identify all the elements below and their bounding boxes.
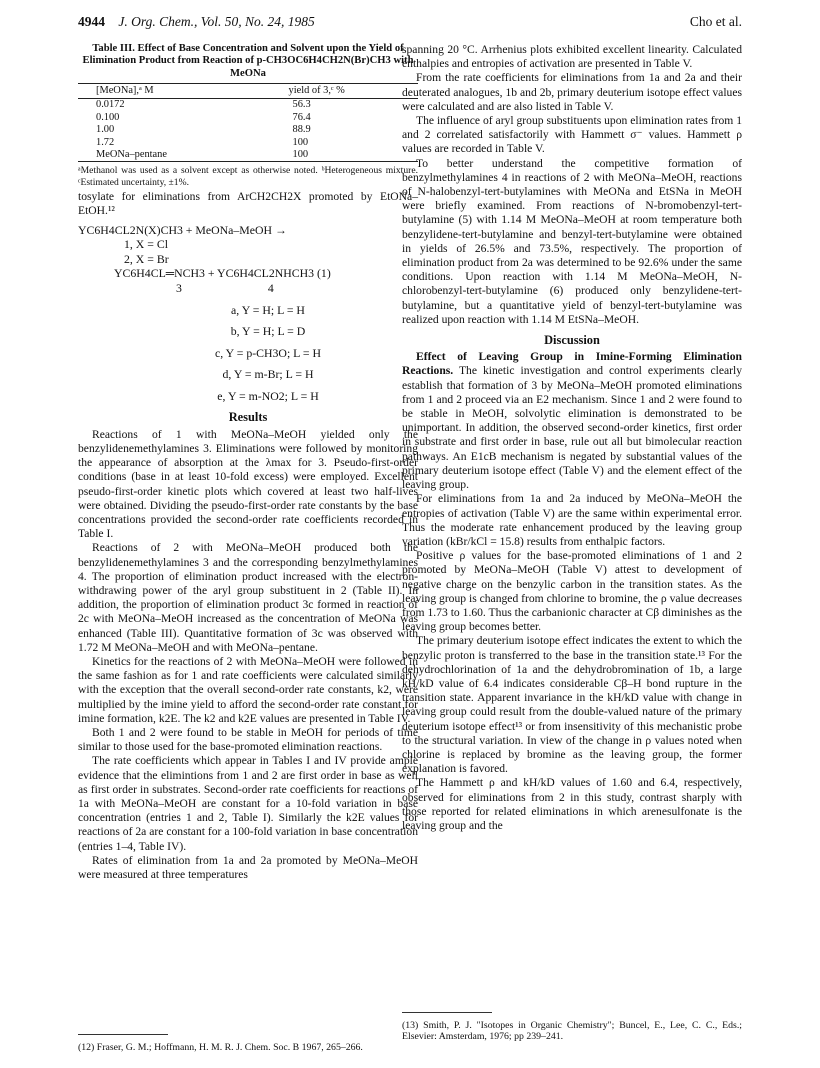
body-paragraph: Reactions of 2 with MeONa–MeOH produced both the benzylidenemethylamines 3 and the corresponding benzylmethylamines 4. The proportion of elimination product increased with the electron-withdrawing power of the aryl group substituent in 2 (Table II). In addition, the proportion of elimination product 3c formed in reaction of 2c with MeONa–MeOH increased as the concentration of MeONa was enhanced (Table III). Quantitative formation of 3c was observed with 1.72 M MeONa–MeOH and with MeONa–pentane. bbox=[78, 541, 418, 654]
table-3-header-conc: [MeONa],ᵃ M bbox=[78, 83, 219, 98]
table-row bbox=[78, 137, 418, 149]
running-header bbox=[78, 14, 742, 32]
footnote-13: (13) Smith, P. J. "Isotopes in Organic Chemistry"; Buncel, E., Lee, C. C., Eds.; Elsevier: Amsterdam, 1976; pp 239–241. bbox=[402, 1012, 742, 1043]
scheme-variant: a, Y = H; L = H bbox=[231, 302, 305, 317]
scheme-compound-1: 1, X = Cl bbox=[124, 237, 169, 252]
scheme-variant: c, Y = p-CH3O; L = H bbox=[214, 345, 322, 360]
body-paragraph: The rate coefficients which appear in Tables I and IV provide ample evidence that the elimintions from 1 and 2 are first order in base as well as first order in substrates. Second-order rate coefficients for reactions of 1a with MeONa–MeOH are constant for a 10-fold variation in base concentration (entries 1 and 2, Table I). Similarly the k2E values for reactions of 2a are constant for a 100-fold variation in base concentration (entries 1–4, Table IV). bbox=[78, 754, 418, 853]
discussion-heading: Discussion bbox=[544, 333, 600, 348]
body-paragraph: Rates of elimination from 1a and 2a promoted by MeONa–MeOH were measured at three temperatures bbox=[78, 853, 418, 881]
table-cell: 100 bbox=[292, 136, 309, 148]
scheme-variant: b, Y = H; L = D bbox=[230, 324, 306, 339]
scheme-number-4: 4 bbox=[267, 280, 274, 295]
body-paragraph: To better understand the competitive formation of benzylmethylamines 4 in reactions of 2 with MeONa–MeOH, reactions of N-halobenzyl-tert-butylamines with MeONa and EtSNa in MeOH were briefly examined. From reactions of N-bromobenzyl-tert-butylamine (5) with 1.14 M MeONa–MeOH at room temperature both benzylidene-tert-butylamine and benzyl-tert-butylamine were obtained in yields of 26.5% and 73.5%, respectively. The proportion of elimination product from 2a was determined to be 92.6% under the same conditions. Upon reaction with 1.14 M MeONa–MeOH, N-chlorobenzyl-tert-butylamine (6) produced only benzylidene-tert-butylamine, but a quantitative yield of benzyl-tert-butylamine was realized upon reaction with 1.14 M EtSNa–MeOH. bbox=[402, 156, 742, 326]
body-paragraph: The Hammett ρ and kH/kD values of 1.60 and 6.4, respectively, observed for eliminations from 2 in this study, contrast sharply with those reported for related eliminations in which arenesulfonate is the leaving group and the bbox=[402, 776, 742, 832]
table-row bbox=[78, 149, 418, 162]
table-cell: 1.72 bbox=[96, 136, 115, 148]
body-paragraph: spanning 20 °C. Arrhenius plots exhibited excellent linearity. Calculated enthalpies and entropies of activation are presented in Table V. bbox=[402, 43, 742, 71]
journal-citation: J. Org. Chem., Vol. 50, No. 24, 1985 bbox=[118, 14, 315, 29]
table-cell: 100 bbox=[219, 149, 419, 162]
table-row bbox=[78, 124, 418, 136]
discussion-text: The kinetic investigation and control experiments clearly establish that formation of 3 by MeONa–MeOH promoted eliminations from 1 and 2 proceed via an E2 mechanism. Since 1 and 2 were found to be stable in MeOH, solvolytic elimination is demonstrated to be unimportant. In addition, the observed second-order kinetics, first order in substrate and first order in base, rule out all but bimolecular reaction pathways. An E1cB mechanism is negated by substantial values of the primary deuterium isotope effect (Table V) and the element effect of the leaving group. bbox=[402, 364, 742, 492]
scheme-compound-2: 2, X = Br bbox=[124, 251, 169, 266]
body-paragraph: Positive ρ values for the base-promoted eliminations of 1 and 2 promoted by MeONa–MeOH (Table V) attest to development of negative charge on the benzylic carbon in the transition states. As the leaving group is changed from chlorine to bromine, the ρ value decreases from 1.73 to 1.60. Thus the carbanionic character at Cβ diminishes as the leaving group becomes better. bbox=[402, 549, 742, 634]
intro-text: tosylate for eliminations from ArCH2CH2X promoted by EtONa–EtOH.¹² bbox=[78, 190, 418, 218]
scheme-products: YC6H4CL═NCH3 + YC6H4CL2NHCH3 (1) bbox=[114, 266, 331, 281]
body-paragraph bbox=[402, 350, 742, 492]
scheme-variant: d, Y = m-Br; L = H bbox=[222, 367, 314, 382]
page-number: 4944 bbox=[78, 14, 105, 29]
scheme-number-3: 3 bbox=[176, 280, 182, 295]
body-paragraph: Reactions of 1 with MeONa–MeOH yielded only the benzylidenemethylamines 3. Eliminations were followed by monitoring the appearance of absorption at the λmax for 3. Pseudo-first-order conditions (base in at least 10-fold excess) were employed. Excellent pseudo-first-order kinetic plots which covered at least two half-lives were obtained. Dividing the pseudo-first-order rate constants by the base concentrations provided the second-order rate coefficients recorded in Table I. bbox=[78, 427, 418, 541]
table-3-header-yield: yield of 3,ᶜ % bbox=[219, 83, 419, 98]
body-paragraph: From the rate coefficients for eliminations from 1a and 2a and their deuterated analogues, 1b and 2b, primary deuterium isotope effect values were calculated and are also listed in Table V. bbox=[402, 71, 742, 113]
right-column bbox=[402, 43, 742, 833]
table-cell: MeONa–pentane bbox=[78, 149, 219, 162]
body-paragraph: The influence of aryl group substituents upon elimination rates from 1 and 2 correlated satisfactorily with Hammett σ⁻ values. Hammett ρ values are recorded in Table V. bbox=[402, 114, 742, 156]
table-cell: 0.0172 bbox=[96, 99, 125, 111]
footnote-12: (12) Fraser, G. M.; Hoffmann, H. M. R. J. Chem. Soc. B 1967, 265–266. bbox=[78, 1034, 418, 1053]
table-3 bbox=[78, 43, 418, 188]
body-paragraph: Kinetics for the reactions of 2 with MeONa–MeOH were followed in the same fashion as for 1 and rate coefficients were calculated similarly with the exception that the overall second-order rate constants, k2, were multiplied by the imine yield to afford the second-order rate constant for imine formation, k2E. The k2 and k2E values are presented in Table IV. bbox=[78, 654, 418, 725]
body-paragraph: The primary deuterium isotope effect indicates the extent to which the benzylic proton is transferred to the base in the transition state.¹³ For the dehydrochlorination of 1a and the dehydrobromination of 1b, a large kH/kD value of 6.4 indicates considerable Cβ–H bond rupture in the transition state. Apparent invariance in the kH/kD value with change in leaving group could result from the double-valued nature of the primary deuterium isotope effect¹³ or from insensitivity of this mechanistic probe to the structural variation. In view of the change in ρ values noted when chlorine is replaced by bromine as the leaving group, the former explanation is favored. bbox=[402, 634, 742, 776]
discussion-subheading: Effect of Leaving Group in Imine-Forming Elimination Reactions. bbox=[402, 350, 742, 378]
results-heading: Results bbox=[228, 410, 268, 425]
reaction-scheme bbox=[78, 223, 418, 404]
left-column bbox=[78, 43, 418, 882]
body-paragraph: Both 1 and 2 were found to be stable in MeOH for periods of time similar to those used for the base-promoted elimination reactions. bbox=[78, 725, 418, 754]
table-cell: 1.00 bbox=[96, 124, 115, 136]
table-3-footnotes: ᵃMethanol was used as a solvent except as otherwise noted. ᵇHeterogeneous mixture. ᶜEstimated uncertainty, ±1%. bbox=[78, 165, 418, 188]
table-cell: 56.3 bbox=[292, 99, 311, 111]
table-row bbox=[78, 112, 418, 124]
table-3-caption: Table III. Effect of Base Concentration and Solvent upon the Yield of Elimination Product from Reaction of p-CH3OC6H4CH2N(Br)CH3 with MeONa bbox=[82, 43, 414, 79]
table-row bbox=[78, 99, 418, 112]
running-authors: Cho et al. bbox=[689, 14, 742, 29]
table-3-grid bbox=[78, 83, 418, 162]
table-cell: 76.4 bbox=[292, 111, 311, 123]
scheme-reactants: YC6H4CL2N(X)CH3 + MeONa–MeOH → bbox=[78, 222, 287, 237]
table-cell: 88.9 bbox=[292, 124, 311, 136]
table-cell: 0.100 bbox=[96, 111, 120, 123]
scheme-variant: e, Y = m-NO2; L = H bbox=[217, 388, 319, 403]
body-paragraph: For eliminations from 1a and 2a induced by MeONa–MeOH the entropies of activation (Table V) are the same within experimental error. Thus the moderate rate enhancement produced by the leaving group variation (kBr/kCl = 15.8) results from enthalpic factors. bbox=[402, 492, 742, 548]
scheme-product-numbers bbox=[78, 281, 418, 296]
